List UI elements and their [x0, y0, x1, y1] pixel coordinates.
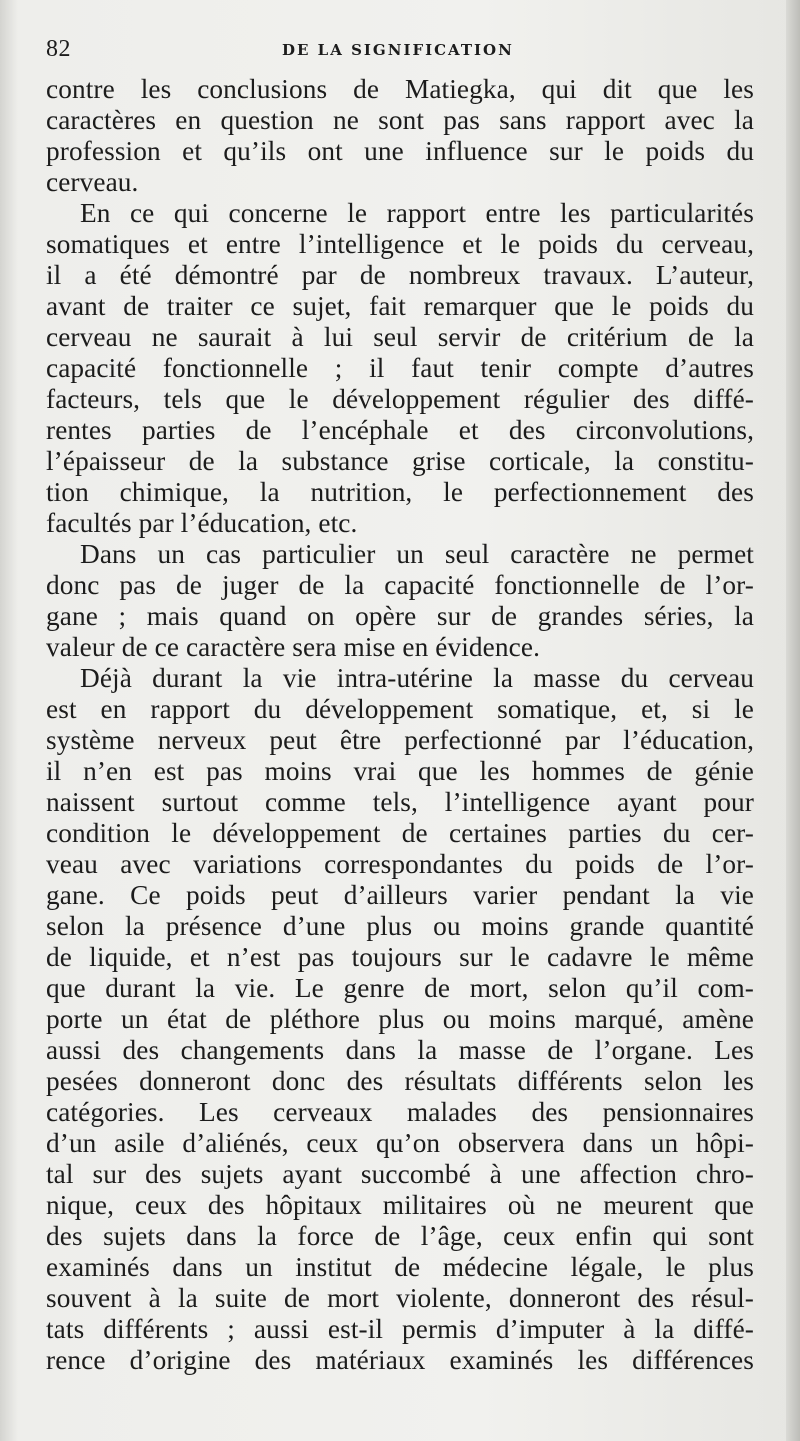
page-number: 82	[46, 36, 71, 62]
text-line: donc pas de juger de la capacité fonctionnelle de l’or-	[46, 570, 754, 600]
text-line: facteurs, tels que le développement régulier des diffé-	[46, 384, 754, 414]
text-line: gane ; mais quand on opère sur de grandes séries, la	[46, 601, 754, 631]
text-line: gane. Ce poids peut d’ailleurs varier pendant la vie	[46, 880, 754, 910]
text-line: rentes parties de l’encéphale et des circonvolutions,	[46, 415, 754, 445]
text-line: porte un état de pléthore plus ou moins marqué, amène	[46, 1004, 754, 1034]
text-line: En ce qui concerne le rapport entre les particularités	[80, 198, 754, 228]
text-line: somatiques et entre l’intelligence et le poids du cerveau,	[46, 229, 754, 259]
text-line: facultés par l’éducation, etc.	[46, 508, 358, 538]
text-line: selon la présence d’une plus ou moins grande quantité	[46, 911, 754, 941]
text-line: d’un asile d’aliénés, ceux qu’on observera dans un hôpi-	[46, 1128, 754, 1158]
page-header	[46, 36, 754, 68]
text-line: Dans un cas particulier un seul caractère ne permet	[80, 539, 754, 569]
text-line: contre les conclusions de Matiegka, qui dit que les	[46, 74, 754, 104]
text-line: catégories. Les cerveaux malades des pensionnaires	[46, 1097, 754, 1127]
text-line: cerveau ne saurait à lui seul servir de critérium de la	[46, 322, 754, 352]
text-line: l’épaisseur de la substance grise corticale, la constitu-	[46, 446, 754, 476]
body-text	[46, 74, 754, 1376]
text-line: Déjà durant la vie intra-utérine la masse du cerveau	[80, 663, 754, 693]
text-line: de liquide, et n’est pas toujours sur le cadavre le même	[46, 942, 754, 972]
text-line: tion chimique, la nutrition, le perfectionnement des	[46, 477, 754, 507]
text-line: est en rapport du développement somatique, et, si le	[46, 694, 754, 724]
text-line: il a été démontré par de nombreux travaux. L’auteur,	[46, 260, 754, 290]
text-line: condition le développement de certaines parties du cer-	[46, 818, 754, 848]
text-line: naissent surtout comme tels, l’intelligence ayant pour	[46, 787, 754, 817]
text-line: pesées donneront donc des résultats différents selon les	[46, 1066, 754, 1096]
page-edge-shadow	[786, 0, 800, 1441]
text-line: des sujets dans la force de l’âge, ceux enfin qui sont	[46, 1221, 754, 1251]
text-line: caractères en question ne sont pas sans rapport avec la	[46, 105, 754, 135]
text-line: souvent à la suite de mort violente, donneront des résul-	[46, 1283, 754, 1313]
text-line: rence d’origine des matériaux examinés les différences	[46, 1345, 754, 1375]
text-line: veau avec variations correspondantes du poids de l’or-	[46, 849, 754, 879]
text-line: capacité fonctionnelle ; il faut tenir compte d’autres	[46, 353, 754, 383]
text-line: système nerveux peut être perfectionné par l’éducation,	[46, 725, 754, 755]
text-line: avant de traiter ce sujet, fait remarquer que le poids du	[46, 291, 754, 321]
text-line: valeur de ce caractère sera mise en évidence.	[46, 632, 541, 662]
text-line: tats différents ; aussi est-il permis d’imputer à la diffé-	[46, 1314, 754, 1344]
text-line: tal sur des sujets ayant succombé à une affection chro-	[46, 1159, 754, 1189]
text-line: il n’en est pas moins vrai que les hommes de génie	[46, 756, 754, 786]
running-title: DE LA SIGNIFICATION	[282, 41, 514, 59]
text-line: que durant la vie. Le genre de mort, selon qu’il com-	[46, 973, 754, 1003]
text-line: nique, ceux des hôpitaux militaires où ne meurent que	[46, 1190, 754, 1220]
text-line: aussi des changements dans la masse de l’organe. Les	[46, 1035, 754, 1065]
text-line: cerveau.	[46, 167, 139, 197]
text-line: examinés dans un institut de médecine légale, le plus	[46, 1252, 754, 1282]
text-line: profession et qu’ils ont une influence sur le poids du	[46, 136, 754, 166]
